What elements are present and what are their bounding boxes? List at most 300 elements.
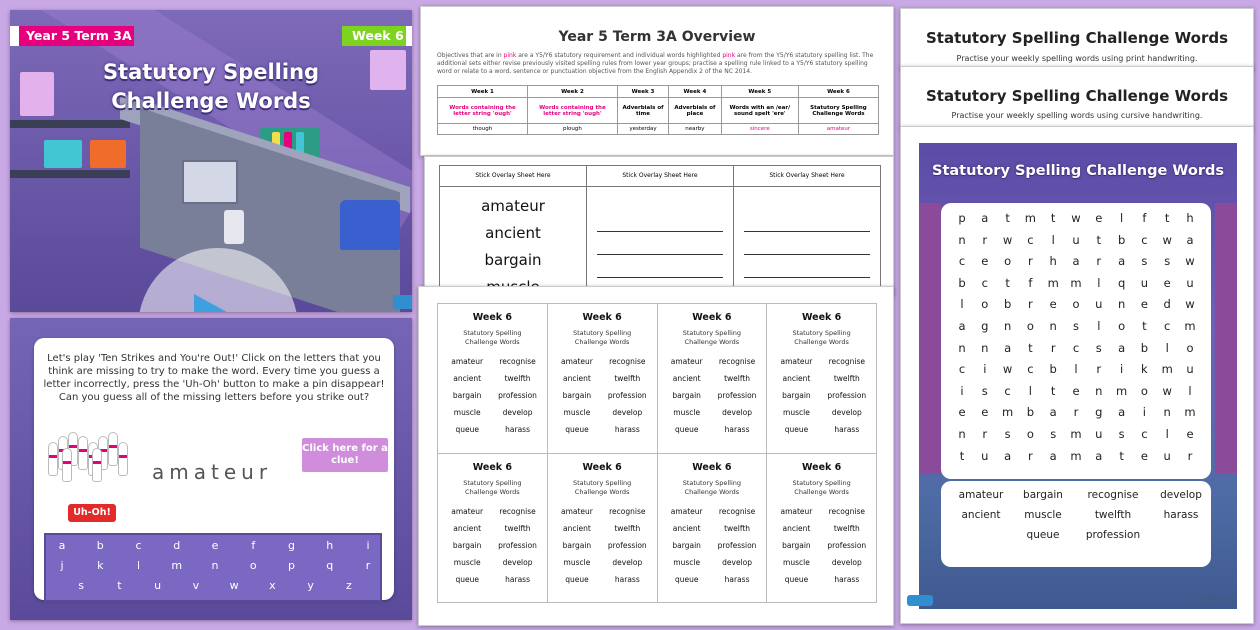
- wordsearch-cell[interactable]: n: [1095, 383, 1103, 398]
- week-word: though: [438, 124, 528, 135]
- card-subtitle: Statutory Spelling Challenge Words: [463, 478, 522, 496]
- card-word: muscle: [563, 557, 591, 567]
- word-card: [657, 304, 767, 454]
- wordsearch-word-list: [941, 481, 1211, 567]
- wordsearch-cell[interactable]: c: [958, 254, 966, 269]
- wordsearch-cell[interactable]: i: [1119, 362, 1124, 377]
- wordsearch-cell[interactable]: m: [1184, 319, 1196, 333]
- slide-title-line1: Statutory Spelling: [102, 60, 320, 84]
- wordsearch-cell[interactable]: c: [1072, 340, 1080, 355]
- card-word: develop: [612, 408, 643, 417]
- wordsearch-cell[interactable]: r: [1073, 405, 1079, 420]
- letter-key-i[interactable]: i: [366, 539, 370, 552]
- card-word: develop: [502, 557, 533, 567]
- wordsearch-cell[interactable]: l: [1074, 362, 1078, 377]
- card-week: Week 6: [582, 461, 622, 473]
- card-subtitle: Statutory Spelling Challenge Words: [572, 478, 632, 496]
- wordsearch-cell[interactable]: r: [1187, 448, 1193, 463]
- wordsearch-cell[interactable]: n: [1117, 297, 1126, 312]
- wordsearch-cell[interactable]: a: [1186, 232, 1194, 247]
- card-word: queue: [565, 425, 589, 434]
- wordsearch-cell[interactable]: w: [1002, 232, 1013, 247]
- letter-key-d[interactable]: d: [173, 539, 181, 552]
- wordsearch-cell[interactable]: a: [1004, 340, 1012, 355]
- wordsearch-cell[interactable]: c: [1164, 319, 1171, 333]
- card-word-list: [658, 357, 767, 434]
- wordsearch-cell[interactable]: n: [958, 340, 966, 355]
- wordsearch-cell[interactable]: h: [1186, 211, 1194, 225]
- card-subtitle: Statutory Spelling Challenge Words: [792, 329, 851, 346]
- card-word: muscle: [453, 557, 481, 567]
- wordsearch-cell[interactable]: g: [1095, 405, 1103, 420]
- overlay-word: bargain: [484, 251, 542, 269]
- wordsearch-word: harass: [1163, 509, 1199, 521]
- week-topic: Adverbials of time: [617, 98, 668, 124]
- week-word: amateur: [798, 124, 878, 135]
- wordsearch-cell[interactable]: l: [1165, 340, 1169, 355]
- wordsearch-cell[interactable]: m: [1161, 362, 1173, 377]
- wordsearch-cell[interactable]: w: [1162, 383, 1172, 398]
- wordsearch-cell[interactable]: n: [1163, 405, 1171, 420]
- card-word-list: [767, 507, 876, 584]
- wordsearch-cell[interactable]: a: [1118, 405, 1126, 420]
- play-icon: [194, 294, 256, 312]
- letter-key-a[interactable]: a: [58, 539, 66, 552]
- card-word: bargain: [782, 391, 811, 400]
- wordsearch-cell[interactable]: l: [1188, 383, 1192, 398]
- wordsearch-cell[interactable]: u: [1163, 448, 1171, 463]
- letter-key-k[interactable]: k: [97, 559, 104, 572]
- overview-table: [437, 85, 879, 135]
- week-topic: Words containing the letter string 'ough': [438, 98, 528, 124]
- wordsearch-cell[interactable]: t: [1096, 232, 1102, 247]
- twinkl-logo: [907, 595, 933, 606]
- shelf-column: [919, 203, 941, 473]
- wordsearch-cell[interactable]: s: [1141, 254, 1148, 269]
- letter-key-q[interactable]: q: [326, 559, 334, 572]
- wordsearch-cell[interactable]: m: [1001, 405, 1014, 420]
- wordsearch-word: recognise: [1087, 489, 1139, 501]
- wordsearch-cell[interactable]: i: [1142, 405, 1146, 420]
- wordsearch-cell[interactable]: t: [1028, 340, 1033, 355]
- wordsearch-cell[interactable]: u: [1186, 362, 1194, 377]
- card-word: amateur: [670, 357, 703, 366]
- letter-key-g[interactable]: g: [288, 539, 295, 552]
- card-word: profession: [607, 391, 647, 400]
- print-sheet-subtitle: Practise your weekly spelling words using print handwriting.: [956, 54, 1198, 63]
- wordsearch-cell[interactable]: n: [958, 427, 966, 441]
- wordsearch-cell[interactable]: s: [1073, 319, 1079, 333]
- wordsearch-cell[interactable]: l: [1097, 319, 1101, 333]
- print-handwriting-sheet: [900, 8, 1254, 70]
- card-word: muscle: [783, 408, 810, 417]
- writing-lines: [587, 187, 734, 297]
- wordsearch-cell[interactable]: c: [1141, 232, 1148, 247]
- wordsearch-cell[interactable]: n: [981, 340, 989, 355]
- overlay-word: amateur: [481, 197, 545, 215]
- cursive-sheet-subtitle: Practise your weekly spelling words using cursive handwriting.: [951, 111, 1203, 120]
- card-word: twelfth: [833, 374, 860, 383]
- overlay-header: Stick Overlay Sheet Here: [734, 166, 881, 187]
- letter-key-e[interactable]: e: [211, 539, 219, 552]
- wordsearch-cell[interactable]: f: [1142, 211, 1147, 225]
- wordsearch-cell[interactable]: e: [1140, 448, 1148, 463]
- week-header: Week 1: [438, 86, 528, 98]
- card-word-list: [767, 357, 876, 434]
- wordsearch-cell[interactable]: t: [1005, 211, 1010, 225]
- card-word: queue: [455, 425, 479, 434]
- wordsearch-cell[interactable]: l: [1165, 427, 1169, 441]
- card-word: amateur: [560, 357, 593, 366]
- card-week: Week 6: [472, 312, 512, 323]
- week-header: Week 6: [798, 86, 878, 98]
- card-word: muscle: [673, 408, 701, 417]
- card-word: harass: [505, 574, 530, 584]
- wordsearch-cell[interactable]: c: [1027, 232, 1034, 247]
- card-word-list: [438, 507, 547, 584]
- wordsearch-cell[interactable]: h: [1049, 254, 1057, 269]
- wordsearch-cell[interactable]: b: [1026, 405, 1035, 420]
- wordsearch-cell[interactable]: r: [1096, 362, 1102, 377]
- wordsearch-cell[interactable]: c: [1141, 427, 1148, 441]
- wordsearch-cell[interactable]: b: [1049, 362, 1057, 377]
- wordsearch-cell[interactable]: m: [1070, 448, 1082, 463]
- card-subtitle: Statutory Spelling Challenge Words: [682, 478, 742, 496]
- card-word: recognise: [499, 357, 536, 366]
- card-word: develop: [831, 408, 862, 417]
- wordsearch-cell[interactable]: e: [1072, 383, 1080, 398]
- card-word: profession: [498, 540, 537, 550]
- card-word: twelfth: [504, 374, 531, 383]
- week-word: sincere: [721, 124, 798, 135]
- card-word: ancient: [563, 523, 591, 533]
- week-topic: Words containing the letter string 'ough': [527, 98, 617, 124]
- wordsearch-cell[interactable]: q: [1117, 275, 1126, 290]
- card-word: ancient: [672, 523, 701, 533]
- wordsearch-cell[interactable]: n: [1049, 319, 1057, 333]
- letter-key-l[interactable]: l: [136, 559, 141, 572]
- card-word-list: [658, 507, 767, 584]
- year-term-tag: Year 5 Term 3A: [10, 26, 134, 46]
- letter-key-b[interactable]: b: [96, 539, 104, 552]
- wordsearch-cell[interactable]: r: [1028, 297, 1033, 312]
- card-word: develop: [722, 408, 752, 417]
- card-word: amateur: [451, 357, 484, 366]
- wordsearch-cell[interactable]: e: [1140, 297, 1148, 312]
- card-word: queue: [784, 425, 809, 434]
- card-week: Week 6: [692, 312, 732, 323]
- ten-strikes-game-slide[interactable]: [10, 318, 412, 620]
- wordsearch-cell[interactable]: a: [1049, 448, 1057, 463]
- wordsearch-cell[interactable]: a: [1095, 448, 1103, 463]
- uh-oh-button[interactable]: Uh-Oh!: [68, 504, 116, 522]
- week-topic: Statutory Spelling Challenge Words: [798, 98, 878, 124]
- overview-sheet: [420, 6, 894, 156]
- word-card: [657, 453, 767, 603]
- card-word: harass: [505, 425, 530, 434]
- letter-key-h[interactable]: h: [326, 539, 334, 552]
- word-card: [547, 453, 657, 603]
- wordsearch-cell[interactable]: a: [1049, 405, 1057, 420]
- card-word: recognise: [718, 357, 756, 366]
- card-reader: [224, 210, 244, 244]
- card-word: amateur: [780, 357, 813, 366]
- wordsearch-cell[interactable]: o: [1004, 254, 1012, 269]
- wordsearch-cell[interactable]: t: [959, 448, 965, 463]
- wordsearch-cell[interactable]: g: [981, 319, 989, 333]
- wordsearch-cell[interactable]: m: [1024, 211, 1036, 225]
- letter-key-o[interactable]: o: [249, 559, 257, 572]
- letter-key-n[interactable]: n: [211, 559, 219, 572]
- card-week: Week 6: [692, 461, 732, 473]
- wordsearch-cell[interactable]: u: [1072, 232, 1080, 247]
- card-subtitle: Statutory Spelling Challenge Words: [682, 329, 742, 346]
- wordsearch-cell[interactable]: s: [1004, 427, 1011, 441]
- card-word: twelfth: [614, 374, 641, 383]
- card-word: amateur: [451, 506, 484, 516]
- card-word: harass: [834, 425, 860, 434]
- letter-key-r[interactable]: r: [365, 559, 371, 572]
- wordsearch-cell[interactable]: a: [981, 211, 989, 225]
- wordsearch-cell[interactable]: m: [1070, 427, 1082, 441]
- wordsearch-cell[interactable]: e: [958, 405, 966, 420]
- wordsearch-cell[interactable]: e: [1186, 427, 1194, 441]
- card-word: bargain: [452, 391, 482, 400]
- wordsearch-cell[interactable]: a: [1004, 448, 1012, 463]
- overlay-header: Stick Overlay Sheet Here: [440, 166, 587, 187]
- wordsearch-cell[interactable]: t: [1050, 211, 1056, 225]
- wordsearch-cell[interactable]: o: [1026, 319, 1034, 333]
- wordsearch-cell[interactable]: c: [958, 362, 966, 377]
- overview-title: Year 5 Term 3A Overview: [558, 29, 756, 45]
- wordsearch-cell[interactable]: l: [1051, 232, 1055, 247]
- card-week: Week 6: [801, 312, 842, 323]
- card-word: harass: [614, 425, 640, 434]
- card-word: bargain: [672, 540, 701, 550]
- wordsearch-cell[interactable]: n: [958, 232, 966, 247]
- print-sheet-title: Statutory Spelling Challenge Words: [925, 29, 1229, 47]
- card-week: Week 6: [582, 312, 622, 323]
- letter-key-z[interactable]: z: [345, 579, 352, 592]
- wordsearch-cell[interactable]: w: [1071, 211, 1081, 225]
- wordsearch-cell[interactable]: w: [1185, 297, 1195, 312]
- week-topic: Words with an /ear/ sound spelt 'ere': [721, 98, 798, 124]
- week-header: Week 2: [527, 86, 617, 98]
- wordsearch-cell[interactable]: b: [1003, 297, 1012, 312]
- wordsearch-cell[interactable]: e: [1049, 297, 1057, 312]
- wordsearch-cell[interactable]: p: [958, 211, 966, 225]
- word-card: [767, 453, 877, 603]
- wordsearch-word: ancient: [961, 509, 1001, 521]
- wordsearch-cell[interactable]: m: [1115, 383, 1128, 398]
- wordsearch-cell[interactable]: r: [1050, 340, 1056, 355]
- card-word: recognise: [828, 357, 865, 366]
- wordsearch-cell[interactable]: r: [982, 232, 988, 247]
- wordsearch-cell[interactable]: r: [1096, 254, 1102, 269]
- card-word: queue: [565, 574, 589, 584]
- letter-key-c[interactable]: c: [135, 539, 142, 552]
- wordsearch-cell[interactable]: b: [1117, 232, 1126, 247]
- slide-title: [10, 58, 412, 116]
- wordsearch-cell[interactable]: a: [958, 319, 966, 333]
- letter-key-p[interactable]: p: [288, 559, 295, 572]
- wordsearch-cell[interactable]: o: [1140, 383, 1148, 398]
- word-card: [438, 304, 548, 454]
- wordsearch-cell[interactable]: c: [1027, 362, 1034, 377]
- letter-key-w[interactable]: w: [229, 579, 239, 592]
- slide-title-line2: Challenge Words: [111, 89, 311, 113]
- wordsearch-cell[interactable]: l: [960, 297, 964, 312]
- wordsearch-cell[interactable]: w: [1185, 254, 1195, 269]
- week-word: nearby: [669, 124, 722, 135]
- wordsearch-cell[interactable]: u: [1095, 297, 1103, 312]
- card-word: ancient: [782, 523, 811, 533]
- card-word: ancient: [453, 374, 482, 383]
- wordsearch-cell[interactable]: b: [1140, 340, 1149, 355]
- card-word: profession: [717, 391, 757, 400]
- overview-intro: Objectives that are in pink are a Y5/Y6 statutory requirement and individual words highlighted pink are from the Y5/Y6 statutory spelling list. The additional sets either revise previously visited spelling rules from lower year groups; practise a spelling rule linked to a Y5/Y6 statutory spelling word or relate to a word, sentence or punctuation objective from the English Appendix 2 of the NC 2014.: [437, 52, 874, 75]
- clue-button[interactable]: Click here for a clue!: [302, 438, 388, 472]
- letter-key-x[interactable]: x: [269, 579, 276, 592]
- letter-key-j[interactable]: j: [60, 559, 64, 572]
- wordsearch-cell[interactable]: u: [1140, 275, 1149, 290]
- week-header: Week 5: [721, 86, 798, 98]
- wordsearch-cell[interactable]: m: [1047, 275, 1059, 290]
- wordsearch-cell[interactable]: o: [1118, 319, 1126, 333]
- wordsearch-cell[interactable]: t: [1164, 211, 1170, 225]
- wordsearch-cell[interactable]: e: [981, 405, 989, 420]
- card-word: amateur: [780, 506, 813, 516]
- wordsearch-word: bargain: [1023, 489, 1063, 501]
- wordsearch-cell[interactable]: w: [1002, 362, 1013, 377]
- wordsearch-cell[interactable]: l: [1119, 211, 1124, 225]
- wordsearch-cell[interactable]: l: [1028, 383, 1032, 398]
- card-word: ancient: [782, 374, 811, 383]
- card-word: profession: [827, 540, 867, 550]
- wordsearch-word: muscle: [1024, 509, 1062, 521]
- card-word: recognise: [828, 506, 865, 516]
- wordsearch-cell[interactable]: m: [1070, 275, 1082, 290]
- wordsearch-cell[interactable]: c: [981, 275, 988, 290]
- card-word: harass: [614, 574, 640, 584]
- week-tag: Week 6: [342, 26, 412, 46]
- card-subtitle: Statutory Spelling Challenge Words: [572, 329, 632, 346]
- wordsearch-cell[interactable]: e: [1095, 211, 1103, 225]
- letter-key-s[interactable]: s: [78, 579, 84, 592]
- wordsearch-cell[interactable]: e: [1163, 275, 1171, 290]
- wordsearch-cell[interactable]: r: [1028, 448, 1033, 463]
- wordsearch-word: amateur: [958, 489, 1004, 501]
- wordsearch-cell[interactable]: f: [1028, 275, 1033, 290]
- wordsearch-cell[interactable]: s: [1095, 340, 1102, 355]
- title-slide[interactable]: [10, 10, 412, 312]
- card-word: ancient: [453, 523, 482, 533]
- letter-key-t[interactable]: t: [117, 579, 122, 592]
- wordsearch-cell[interactable]: d: [1163, 297, 1171, 312]
- card-word: ancient: [563, 374, 591, 383]
- wordsearch-word: profession: [1085, 529, 1141, 541]
- wordsearch-cell[interactable]: o: [981, 297, 989, 312]
- wordsearch-cell[interactable]: w: [1162, 232, 1172, 247]
- letter-key-u[interactable]: u: [154, 579, 162, 592]
- card-word: amateur: [560, 506, 593, 516]
- card-word: recognise: [609, 357, 646, 366]
- letter-key-v[interactable]: v: [192, 579, 200, 592]
- wordsearch-cell[interactable]: s: [981, 383, 988, 398]
- wordsearch-cell[interactable]: a: [1118, 340, 1126, 355]
- writing-lines: [734, 187, 881, 297]
- wordsearch-cell[interactable]: t: [1005, 275, 1010, 290]
- card-word: recognise: [499, 506, 536, 516]
- wordsearch-cell[interactable]: s: [1118, 427, 1125, 441]
- wordsearch-cell[interactable]: u: [1095, 427, 1103, 441]
- wordsearch-cell[interactable]: u: [1186, 275, 1194, 290]
- wordsearch-cell[interactable]: e: [981, 254, 989, 269]
- wordsearch-cell[interactable]: u: [981, 448, 989, 463]
- overlay-sheet: [424, 156, 894, 296]
- card-word: queue: [784, 574, 809, 584]
- week-topic: Adverbials of place: [669, 98, 722, 124]
- wordsearch-cell[interactable]: o: [1072, 297, 1080, 312]
- wordsearch-cell[interactable]: r: [982, 427, 988, 441]
- wordsearch-cell[interactable]: t: [1119, 448, 1124, 463]
- wordsearch-cell[interactable]: t: [1050, 383, 1056, 398]
- wordsearch-cell[interactable]: l: [1097, 275, 1101, 290]
- card-word: profession: [498, 391, 537, 400]
- card-word-list: [438, 357, 547, 434]
- wordsearch-cell[interactable]: o: [1186, 340, 1194, 355]
- card-word: profession: [607, 540, 647, 550]
- card-week: Week 6: [472, 461, 512, 473]
- card-word: queue: [674, 425, 699, 434]
- wordsearch-cell[interactable]: n: [1003, 319, 1012, 333]
- wordsearch-cell[interactable]: o: [1026, 427, 1034, 441]
- shelf-column: [1215, 203, 1237, 473]
- letter-key-y[interactable]: y: [307, 579, 314, 592]
- bowling-pins-icon: [48, 432, 130, 484]
- wordsearch-cell[interactable]: a: [1118, 254, 1126, 269]
- game-instructions: Let's play 'Ten Strikes and You're Out!' Click on the letters that you think are missing to try to make the word. Every time you guess a letter incorrectly, press the 'Uh-Oh' button to make a pin disappear! Can you guess all of the missing letters before you strike out?: [43, 353, 385, 403]
- wordsearch-cell[interactable]: a: [1072, 254, 1080, 269]
- card-word: profession: [827, 391, 867, 400]
- wordsearch-cell[interactable]: c: [1004, 383, 1011, 398]
- card-word: twelfth: [504, 523, 531, 533]
- card-word: bargain: [672, 391, 701, 400]
- word-cards-grid: [437, 303, 877, 603]
- wordsearch-cell[interactable]: k: [1141, 362, 1148, 377]
- wordsearch-grid: [941, 203, 1211, 479]
- card-word: harass: [834, 574, 860, 584]
- letter-key-m[interactable]: m: [171, 559, 183, 572]
- overlay-header: Stick Overlay Sheet Here: [587, 166, 734, 187]
- wordsearch-cell[interactable]: m: [1184, 405, 1196, 420]
- wordsearch-cell[interactable]: t: [1142, 319, 1147, 333]
- wordsearch-cell[interactable]: i: [960, 383, 964, 398]
- card-word: develop: [722, 557, 752, 567]
- wordsearch-cell[interactable]: s: [1050, 427, 1057, 441]
- letter-keypad: [44, 533, 382, 602]
- wordsearch-cell[interactable]: s: [1164, 254, 1171, 269]
- card-word: harass: [724, 425, 750, 434]
- wordsearch-cell[interactable]: i: [983, 362, 987, 377]
- overlay-word-list: [440, 187, 587, 297]
- letter-key-f[interactable]: f: [251, 539, 256, 552]
- wordsearch-cell[interactable]: r: [1028, 254, 1033, 269]
- card-word: twelfth: [724, 523, 751, 533]
- word-card: [547, 304, 657, 454]
- wordsearch-cell[interactable]: b: [958, 275, 966, 290]
- card-word: bargain: [452, 540, 482, 550]
